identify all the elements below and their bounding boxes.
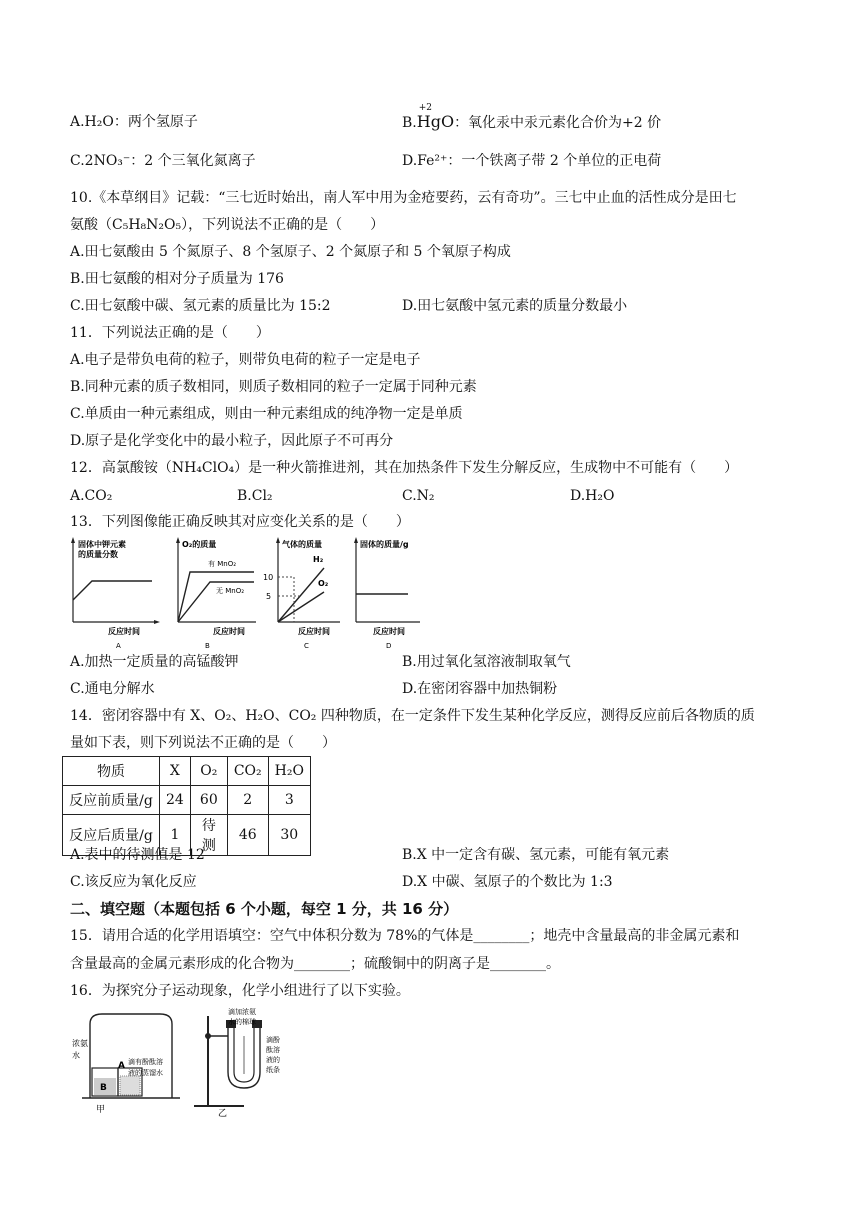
graph-c-xlabel: 反应时间 xyxy=(298,627,330,636)
yi-right-label-2: 酞溶 xyxy=(266,1046,280,1054)
q14-stem-line2: 量如下表，则下列说法不正确的是（ ） xyxy=(70,735,336,751)
hgo-formula: HgO xyxy=(416,112,455,131)
graph-b xyxy=(176,537,256,650)
q14-option-c: C.该反应为氧化反应 xyxy=(70,874,197,890)
graph-c xyxy=(263,537,340,650)
jia-label-1: 浓氨 xyxy=(72,1039,88,1048)
graph-c-letter: C xyxy=(304,642,309,650)
apparatus-yi xyxy=(194,1007,280,1118)
q11-stem: 11．下列说法正确的是（ ） xyxy=(70,325,270,341)
graph-b-curve-without-mno2: 无 MnO₂ xyxy=(216,587,245,595)
jia-right-label-2: 液的蒸馏水 xyxy=(128,1069,163,1077)
q14-mass-table xyxy=(62,756,311,856)
table-header-cell: CO₂ xyxy=(227,757,268,786)
graph-d xyxy=(354,537,420,650)
q13-graphs-figure xyxy=(68,536,433,650)
graph-b-curve-with-mno2: 有 MnO₂ xyxy=(208,560,237,568)
table-row xyxy=(63,786,311,815)
table-cell: 1 xyxy=(160,815,191,856)
q9-option-c: C.2NO₃⁻：2 个三氧化氮离子 xyxy=(70,153,256,169)
graph-a-xlabel: 反应时间 xyxy=(108,627,140,636)
q12-option-c: C.N₂ xyxy=(402,488,435,504)
q14-option-b: B.X 中一定含有碳、氢元素，可能有氧元素 xyxy=(402,847,670,863)
graph-a xyxy=(71,537,160,650)
q14-option-a: A.表中的待测值是 12 xyxy=(70,847,205,863)
beaker-a-label: A xyxy=(118,1061,125,1071)
yi-right-label-1: 滴酚 xyxy=(266,1036,280,1044)
table-header-cell: X xyxy=(160,757,191,786)
graph-c-ylabel: 气体的质量 xyxy=(282,540,322,549)
table-header-cell: O₂ xyxy=(190,757,227,786)
q9-option-a: A.H₂O：两个氢原子 xyxy=(70,114,198,130)
table-header-row xyxy=(63,757,311,786)
graph-c-h2-label: H₂ xyxy=(313,555,324,564)
q13-stem: 13．下列图像能正确反映其对应变化关系的是（ ） xyxy=(70,514,410,530)
yi-top-label-1: 滴加浓氨 xyxy=(228,1008,256,1016)
q15-line2: 含量最高的金属元素形成的化合物为________；硫酸铜中的阴离子是________。 xyxy=(70,956,560,972)
q11-option-d: D.原子是化学变化中的最小粒子，因此原子不可再分 xyxy=(70,433,394,449)
table-cell: 60 xyxy=(190,786,227,815)
q14-stem-line1: 14．密闭容器中有 X、O₂、H₂O、CO₂ 四种物质，在一定条件下发生某种化学反应，测得反应前后各物质的质 xyxy=(70,708,755,724)
q14-option-d: D.X 中碳、氢原子的个数比为 1:3 xyxy=(402,874,613,890)
q15-line1: 15．请用合适的化学用语填空：空气中体积分数为 78%的气体是________；地壳中含量最高的非金属元素和 xyxy=(70,928,740,944)
q12-option-d: D.H₂O xyxy=(570,488,615,504)
valence-mark: +2 xyxy=(418,103,433,113)
yi-right-label-3: 液的 xyxy=(266,1056,280,1064)
q10-option-c: C.田七氨酸中碳、氢元素的质量比为 15:2 xyxy=(70,298,331,314)
section-title: 二、填空题（本题包括 6 个小题，每空 1 分，共 16 分） xyxy=(70,900,459,918)
q9-option-b-prefix: B. xyxy=(402,115,417,131)
table-cell: 反应前质量/g xyxy=(63,786,160,815)
table-cell: 待测 xyxy=(190,815,227,856)
q9-option-b xyxy=(402,103,662,133)
graph-b-ylabel: O₂的质量 xyxy=(182,540,217,549)
beaker-b-label: B xyxy=(100,1083,107,1093)
q11-option-a: A.电子是带负电荷的粒子，则带负电荷的粒子一定是电子 xyxy=(70,352,421,368)
graph-a-ylabel-1: 固体中钾元素 xyxy=(78,540,126,549)
graph-c-tick-10: 10 xyxy=(263,573,274,582)
graph-a-letter: A xyxy=(116,642,121,650)
q10-option-b: B.田七氨酸的相对分子质量为 176 xyxy=(70,271,284,287)
jia-right-label-1: 滴有酚酞溶 xyxy=(128,1058,163,1066)
q11-option-b: B.同种元素的质子数相同，则质子数相同的粒子一定属于同种元素 xyxy=(70,379,477,395)
graph-a-ylabel-2: 的质量分数 xyxy=(78,550,118,559)
q10-option-d: D.田七氨酸中氢元素的质量分数最小 xyxy=(402,298,628,314)
q13-option-b: B.用过氧化氢溶液制取氧气 xyxy=(402,654,571,670)
graph-b-letter: B xyxy=(205,642,210,650)
q16-stem: 16．为探究分子运动现象，化学小组进行了以下实验。 xyxy=(70,983,410,999)
jia-label-2: 水 xyxy=(72,1051,80,1060)
apparatus-jia xyxy=(72,1014,180,1115)
table-cell: 46 xyxy=(227,815,268,856)
q12-option-a: A.CO₂ xyxy=(70,488,113,504)
table-header-cell: H₂O xyxy=(268,757,310,786)
yi-caption: 乙 xyxy=(218,1109,228,1118)
q16-experiment-figure xyxy=(68,1006,368,1118)
graph-c-o2-label: O₂ xyxy=(318,579,329,588)
q13-option-a: A.加热一定质量的高锰酸钾 xyxy=(70,654,239,670)
graph-d-ylabel: 固体的质量/g xyxy=(360,540,409,549)
table-cell: 30 xyxy=(268,815,310,856)
q10-stem-line1: 10.《本草纲目》记载：“三七近时始出，南人军中用为金疮要药，云有奇功”。三七中止血的活性成分是田七 xyxy=(70,190,737,206)
table-cell: 24 xyxy=(160,786,191,815)
jia-caption: 甲 xyxy=(96,1105,106,1115)
q9-option-d: D.Fe²⁺：一个铁离子带 2 个单位的正电荷 xyxy=(402,153,662,169)
q13-option-c: C.通电分解水 xyxy=(70,681,155,697)
graph-b-xlabel: 反应时间 xyxy=(213,627,245,636)
graph-d-letter: D xyxy=(386,642,392,650)
q13-option-d: D.在密闭容器中加热铜粉 xyxy=(402,681,558,697)
yi-top-label-2: 水的棉球 xyxy=(228,1018,256,1026)
q9-option-b-text: ：氧化汞中汞元素化合价为+2 价 xyxy=(454,115,662,131)
q12-stem: 12．高氯酸铵（NH₄ClO₄）是一种火箭推进剂，其在加热条件下发生分解反应，生成物中不可能有（ ） xyxy=(70,460,739,476)
graph-c-tick-5: 5 xyxy=(266,592,272,601)
q10-option-a: A.田七氨酸由 5 个氮原子、8 个氢原子、2 个氮原子和 5 个氧原子构成 xyxy=(70,244,511,260)
table-header-cell: 物质 xyxy=(63,757,160,786)
q10-stem-line2: 氨酸（C₅H₈N₂O₅），下列说法不正确的是（ ） xyxy=(70,217,385,233)
table-cell: 2 xyxy=(227,786,268,815)
table-cell: 反应后质量/g xyxy=(63,815,160,856)
q11-option-c: C.单质由一种元素组成，则由一种元素组成的纯净物一定是单质 xyxy=(70,406,463,422)
q12-option-b: B.Cl₂ xyxy=(237,488,273,504)
yi-right-label-4: 纸条 xyxy=(266,1066,280,1074)
table-cell: 3 xyxy=(268,786,310,815)
graph-d-xlabel: 反应时间 xyxy=(373,627,405,636)
